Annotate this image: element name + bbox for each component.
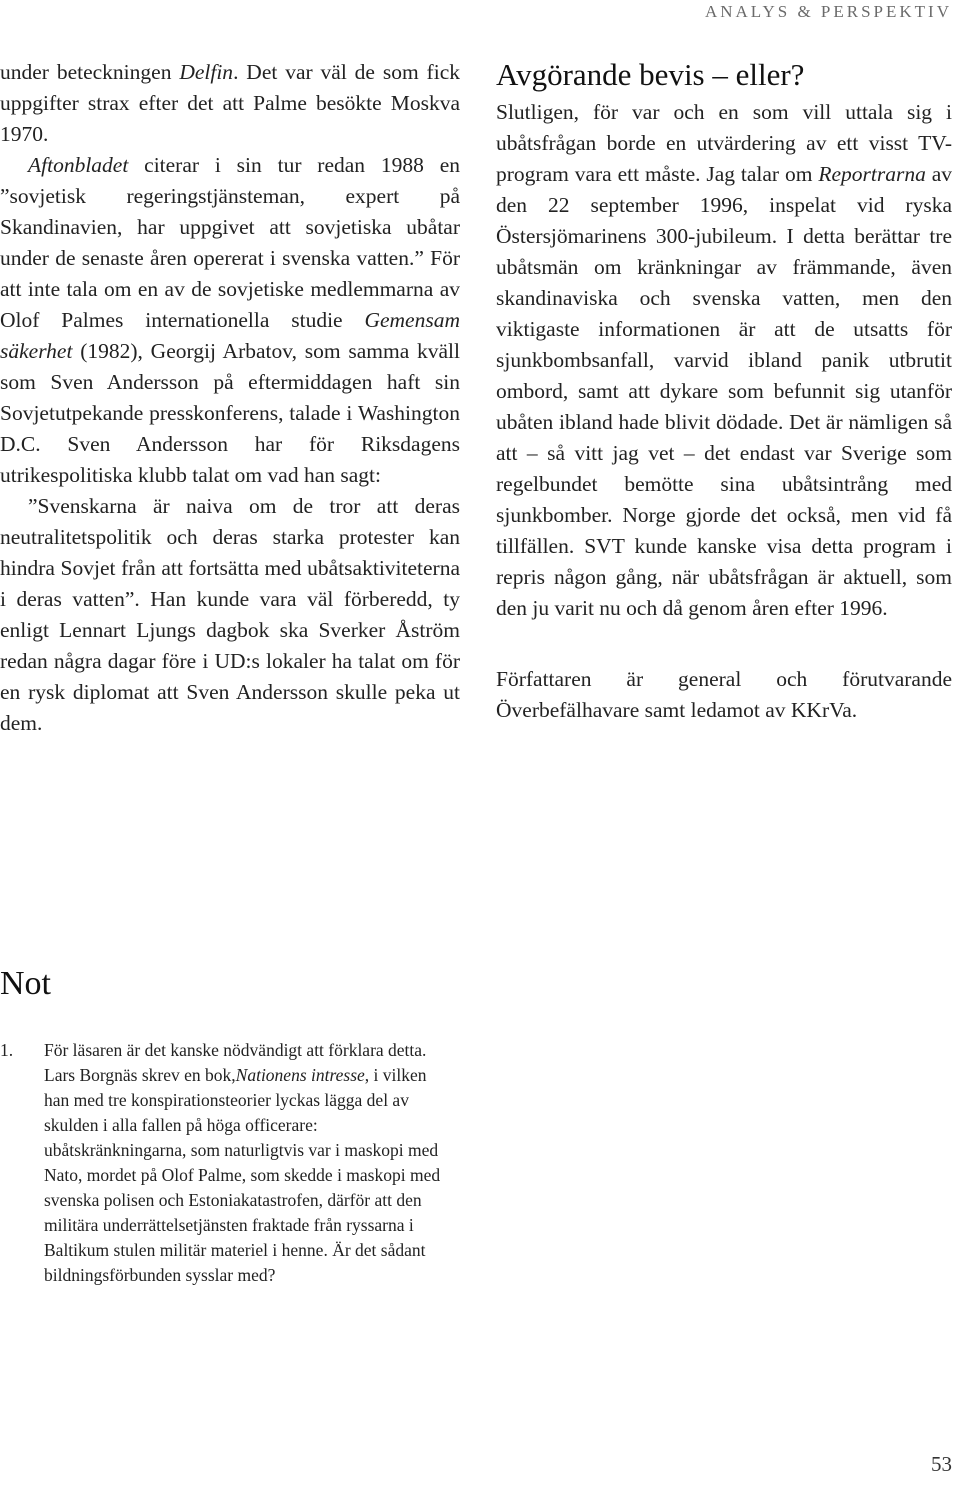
- note-text: [44, 1038, 454, 1288]
- italic-title: Delfin: [179, 60, 234, 84]
- left-paragraph-3: ”Svenskarna är naiva om de tror att deras neutralitetspolitik och deras starka protester kan hindra Sovjet från att fortsätta med ubåtsaktiviteterna i deras vatten”. Han kunde vara väl förberedd, ty enligt Lennart Ljungs dagbok ska Sverker Åström redan några dagar före i UD:s lokaler ha talat om för en rysk diplomat att Sven Andersson skulle peka ut dem.: [0, 494, 460, 735]
- paragraph-text: citerar i sin tur redan 1988 en ”sovjetisk regeringstjänsteman, expert på Skandinavien, har uppgivet att sovjetiska ubåtar under de senaste åren opererat i svenska vatten.” För att inte tala om en av de sovjetiske medlemmarna av Olof Palmes internationella studie: [0, 153, 460, 332]
- notes-section: [0, 960, 470, 1288]
- notes-heading: Not: [0, 965, 51, 1002]
- note-text-part: För läsaren är det kanske nödvändigt att förklara detta. Lars Borgnäs skrev en bok,: [44, 1040, 427, 1085]
- note-number: 1.: [0, 1040, 14, 1060]
- section-heading: Avgörande bevis – eller?: [496, 57, 805, 92]
- paragraph-text: Slutligen, för var och en som vill uttala sig i ubåtsfrågan borde en utvärdering av ett visst TV-program vara ett måste. Jag talar om: [496, 100, 952, 186]
- author-note: Författaren är general och förutvarande Överbefälhavare samt ledamot av KKrVa.: [496, 667, 952, 722]
- left-paragraph-1: [0, 57, 460, 150]
- note-item: [0, 1038, 470, 1288]
- right-paragraph-1: [496, 97, 952, 624]
- left-column: [0, 57, 460, 739]
- paragraph-text: under beteckningen: [0, 60, 180, 84]
- running-head: ANALYS & PERSPEKTIV: [704, 2, 952, 21]
- left-paragraph-2: [0, 150, 460, 491]
- page-number: 53: [931, 1452, 952, 1476]
- italic-title: Reportrarna: [818, 162, 926, 186]
- right-column: [496, 57, 952, 726]
- paragraph-text: (1982), Georgij Arbatov, som samma kväll som Sven Andersson på eftermiddagen haft sin Sovjetutpekande presskonferens, talade i Washington D.C. Sven Andersson har för Riksdagens utrikespolitiska klubb talat om vad han sagt:: [0, 339, 460, 487]
- paragraph-text: av den 22 september 1996, inspelat vid ryska Östersjömarinens 300-jubileum. I detta berättar tre ubåtsmän om kränkningar av främmande, även skandinaviska och svenska vatten, men den viktigaste informationen är att de utsatts för sjunkbombsanfall, varvid ibland panik utbrutit ombord, samt att dykare som befunnit sig utanför ubåten ibland hade blivit dödade. Det är nämligen så att – så vitt jag vet – det endast var Sverige som regelbundet bemötte sina ubåtsintrång med sjunkbomber. Norge gjorde det också, men vid få tillfällen. SVT kunde kanske visa detta program i repris någon gång, när ubåtsfrågan är aktuell, som den ju varit nu och då genom åren efter 1996.: [496, 162, 952, 620]
- italic-title: Nationens intresse: [235, 1065, 365, 1085]
- italic-title: Aftonbladet: [28, 153, 129, 177]
- paragraph-text: . Det var väl de som fick uppgifter strax efter det att Palme besökte Moskva 1970.: [0, 60, 460, 146]
- italic-title: Gemensam säkerhet: [0, 308, 460, 363]
- note-text-part: , i vilken han med tre konspirationsteorier lyckas lägga del av skulden i alla fallen på höga officerare: ubåtskränkningarna, som naturligtvis var i maskopi med Nato, mordet på Olof Palme, som skedde i maskopi med svenska polisen och Estoniakatastrofen, därför att den militära underrättelsetjänsten fraktade från ryssarna i Baltikum stulen militär materiel i henne. Är det sådant bildningsförbunden sysslar med?: [44, 1065, 441, 1285]
